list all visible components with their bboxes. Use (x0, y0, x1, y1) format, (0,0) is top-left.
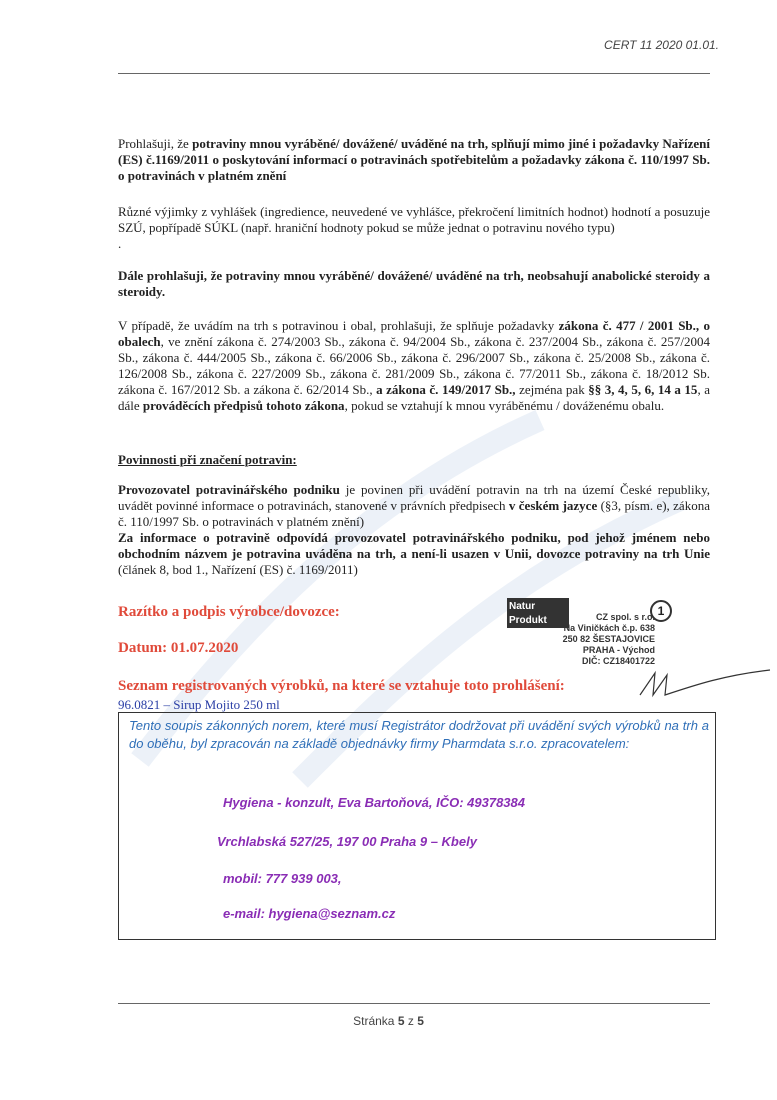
declaration-paragraph-3 (118, 268, 710, 300)
declaration-intro: Prohlašuji, že (118, 136, 193, 151)
stamp-signature-label: Razítko a podpis výrobce/dovozce: (118, 604, 340, 620)
labeling-heading: Povinnosti při značení potravin: (118, 452, 297, 467)
page-of: z (404, 1014, 418, 1028)
declaration-regulation: potraviny mnou vyráběné/ dovážené/ uváděné na trh, splňují mimo jiné i požadavky Nařízení (ES) č.1169/2011 o poskytování informací o potravinách spotřebitelům a požadavky zákona č. 110/1997 Sb. o potravinách v platném znění (118, 136, 711, 183)
stamp-text (505, 612, 655, 667)
exceptions-dot: . (118, 236, 122, 251)
stamp-line: PRAHA - Východ (582, 645, 655, 655)
labeling-heading-block (118, 452, 710, 468)
packaging-a: V případě, že uvádím na trh s potravinou i obal, prohlašuji, že splňuje požadavky (118, 318, 559, 333)
packaging-law-2017: a zákona č. 149/2017 Sb., (376, 382, 516, 397)
page-current: 5 (397, 1014, 405, 1028)
signature-icon (635, 665, 775, 705)
date-label: Datum: 01.07.2020 (118, 640, 239, 656)
labeling-b: je povinen při uvádění potravin na trh na území České republiky, uvádět povinné informace o potravinách, stanovené v právních předpisech (118, 482, 710, 513)
declaration-paragraph-2 (118, 204, 710, 252)
processor-address: Vrchlabská 527/25, 197 00 Praha 9 – Kbely (217, 834, 477, 849)
product-entry: 96.0821 – Sirup Mojito 250 ml (118, 697, 280, 712)
packaging-i: , pokud se vztahují k mnou vyráběnému / dováženému obalu. (344, 398, 665, 413)
packaging-law: zákona č. 477 / 2001 Sb., o obalech (118, 318, 710, 349)
declaration-paragraph-1 (118, 136, 710, 184)
footer-rule (118, 1003, 710, 1004)
exceptions-text: Různé výjimky z vyhlášek (ingredience, neuvedené ve vyhlášce, překročení limitních hodnot) hodnotí a posuzuje SZÚ, popřípadě SÚKL (např. hraniční hodnoty pokud se může jednat o potravinu nového typu) (118, 204, 710, 235)
page-total: 5 (417, 1014, 424, 1028)
responsibility-ref: (článek 8, bod 1., Nařízení (ES) č. 1169/2011) (118, 562, 358, 577)
circled-number: 1 (650, 600, 672, 622)
steroids-declaration: Dále prohlašuji, že potraviny mnou vyráběné/ dovážené/ uváděné na trh, neobsahují anabolické steroidy a steroidy. (118, 268, 710, 299)
packaging-sections: §§ 3, 4, 5, 6, 14 a 15 (588, 382, 698, 397)
processor-box (118, 712, 716, 940)
czech-language: v českém jazyce (508, 498, 598, 513)
responsibility-text: Za informace o potravině odpovídá provozovatel potravinářského podniku, pod jehož jménem nebo obchodním názvem je potravina uváděna na trh, a není-li usazen v Unii, dovozce potraviny na trh Unie (118, 530, 710, 561)
stamp-line: 250 82 ŠESTAJOVICE (562, 634, 655, 644)
processor-mobile: mobil: 777 939 003, (223, 871, 342, 886)
packaging-c: , ve znění zákona č. 274/2003 Sb., zákona č. 94/2004 Sb., zákona č. 237/2004 Sb., zákona č. 257/2004 Sb., zákona č. 444/2005 Sb., zákona č. 66/2006 Sb., zákona č. 296/2007 Sb., zákona č. 25/2008 Sb., zákona č. 126/2008 Sb., zákona č. 227/2009 Sb., zákona č. 281/2009 Sb., zákona č. 77/2011 Sb., zákona č. 18/2012 Sb. zákona č. 167/2012 Sb. a zákona č. 62/2014 Sb., (118, 334, 710, 397)
processor-name: Hygiena - konzult, Eva Bartoňová, IČO: 49378384 (223, 795, 525, 810)
packaging-regs: prováděcích předpisů tohoto zákona (142, 398, 345, 413)
operator-term: Provozovatel potravinářského podniku (118, 482, 340, 497)
stamp-line: CZ spol. s r.o. (595, 612, 655, 622)
header-rule (118, 73, 710, 74)
document-code: CERT 11 2020 01.01. (604, 38, 719, 52)
stamp-line: DIČ: CZ18401722 (581, 656, 655, 666)
packaging-g: , a dále (118, 382, 710, 413)
packaging-e: zejména pak (515, 382, 589, 397)
company-logo: Natur Produkt (507, 598, 569, 628)
page-label: Stránka (353, 1014, 398, 1028)
labeling-d: (§3, písm. e), zákona č. 110/1997 Sb. o potravinách v platném znění) (118, 498, 710, 529)
processor-intro: Tento soupis zákonných norem, které musí Registrátor dodržovat při uvádění svých výrobků na trh a do oběhu, byl zpracován na základě objednávky firmy Pharmdata s.r.o. zpracovatelem: (129, 718, 709, 751)
packaging-paragraph (118, 318, 710, 414)
page-number (0, 1014, 777, 1028)
stamp-line: Na Viničkách č.p. 638 (563, 623, 655, 633)
company-stamp (505, 596, 655, 691)
labeling-paragraph (118, 482, 710, 578)
product-list-label: Seznam registrovaných výrobků, na které se vztahuje toto prohlášení: (118, 678, 565, 694)
processor-email: e-mail: hygiena@seznam.cz (223, 906, 396, 921)
